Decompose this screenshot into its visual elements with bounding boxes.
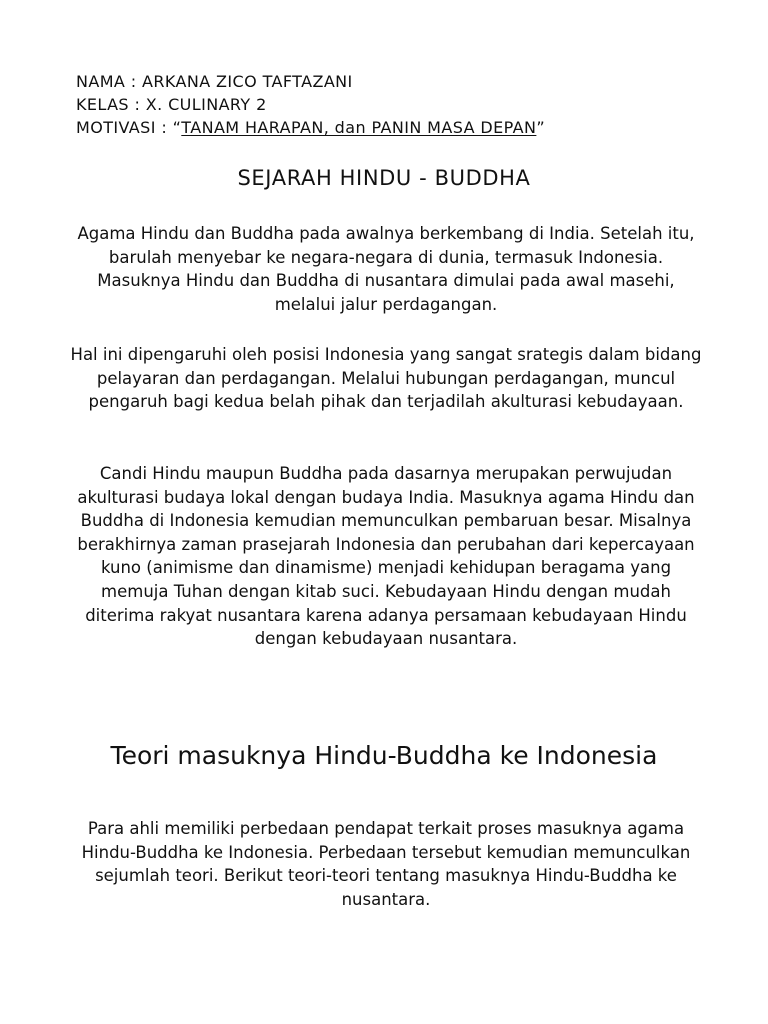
document-title: SEJARAH HINDU - BUDDHA — [237, 166, 531, 190]
paragraph-3: Candi Hindu maupun Buddha pada dasarnya merupakan perwujudan akulturasi budaya lokal dengan budaya India. Masuknya agama Hindu dan Buddha di Indonesia kemudian memunculkan pembaruan besar. Misalnya berakhirnya zaman prasejarah Indonesia dan perubahan dari kepercayaan kuno (animisme dan dinamisme) menjadi kehidupan beragama yang memuja Tuhan dengan kitab suci. Kebudayaan Hindu dengan mudah diterima rakyat nusantara karena adanya persamaan kebudayaan Hindu dengan kebudayaan nusantara. — [77, 464, 695, 649]
paragraph-1: Agama Hindu dan Buddha pada awalnya berkembang di India. Setelah itu, barulah menyebar ke negara-negara di dunia, termasuk Indonesia. Masuknya Hindu dan Buddha di nusantara dimulai pada awal masehi, melalui jalur perdagangan. — [77, 224, 695, 314]
motivasi-close-quote: ” — [536, 118, 546, 137]
kelas-line — [76, 93, 696, 116]
nama-line — [76, 70, 696, 93]
nama-label: NAMA : — [76, 72, 143, 91]
kelas-value: X. CULINARY 2 — [145, 95, 267, 114]
student-info-header — [76, 70, 696, 139]
nama-value: ARKANA ZICO TAFTAZANI — [142, 72, 353, 91]
motivasi-line — [76, 116, 696, 139]
section-heading: Teori masuknya Hindu-Buddha ke Indonesia — [110, 741, 658, 770]
motivasi-value: TANAM HARAPAN, dan PANIN MASA DEPAN — [181, 118, 537, 137]
paragraph-2: Hal ini dipengaruhi oleh posisi Indonesia yang sangat srategis dalam bidang pelayaran dan perdagangan. Melalui hubungan perdagangan, muncul pengaruh bagi kedua belah pihak dan terjadilah akulturasi kebudayaan. — [70, 345, 702, 412]
paragraph-4: Para ahli memiliki perbedaan pendapat terkait proses masuknya agama Hindu-Buddha ke Indonesia. Perbedaan tersebut kemudian memunculkan sejumlah teori. Berikut teori-teori tentang masuknya Hindu-Buddha ke nusantara. — [81, 819, 691, 909]
motivasi-label: MOTIVASI : “ — [76, 118, 182, 137]
kelas-label: KELAS : — [76, 95, 146, 114]
